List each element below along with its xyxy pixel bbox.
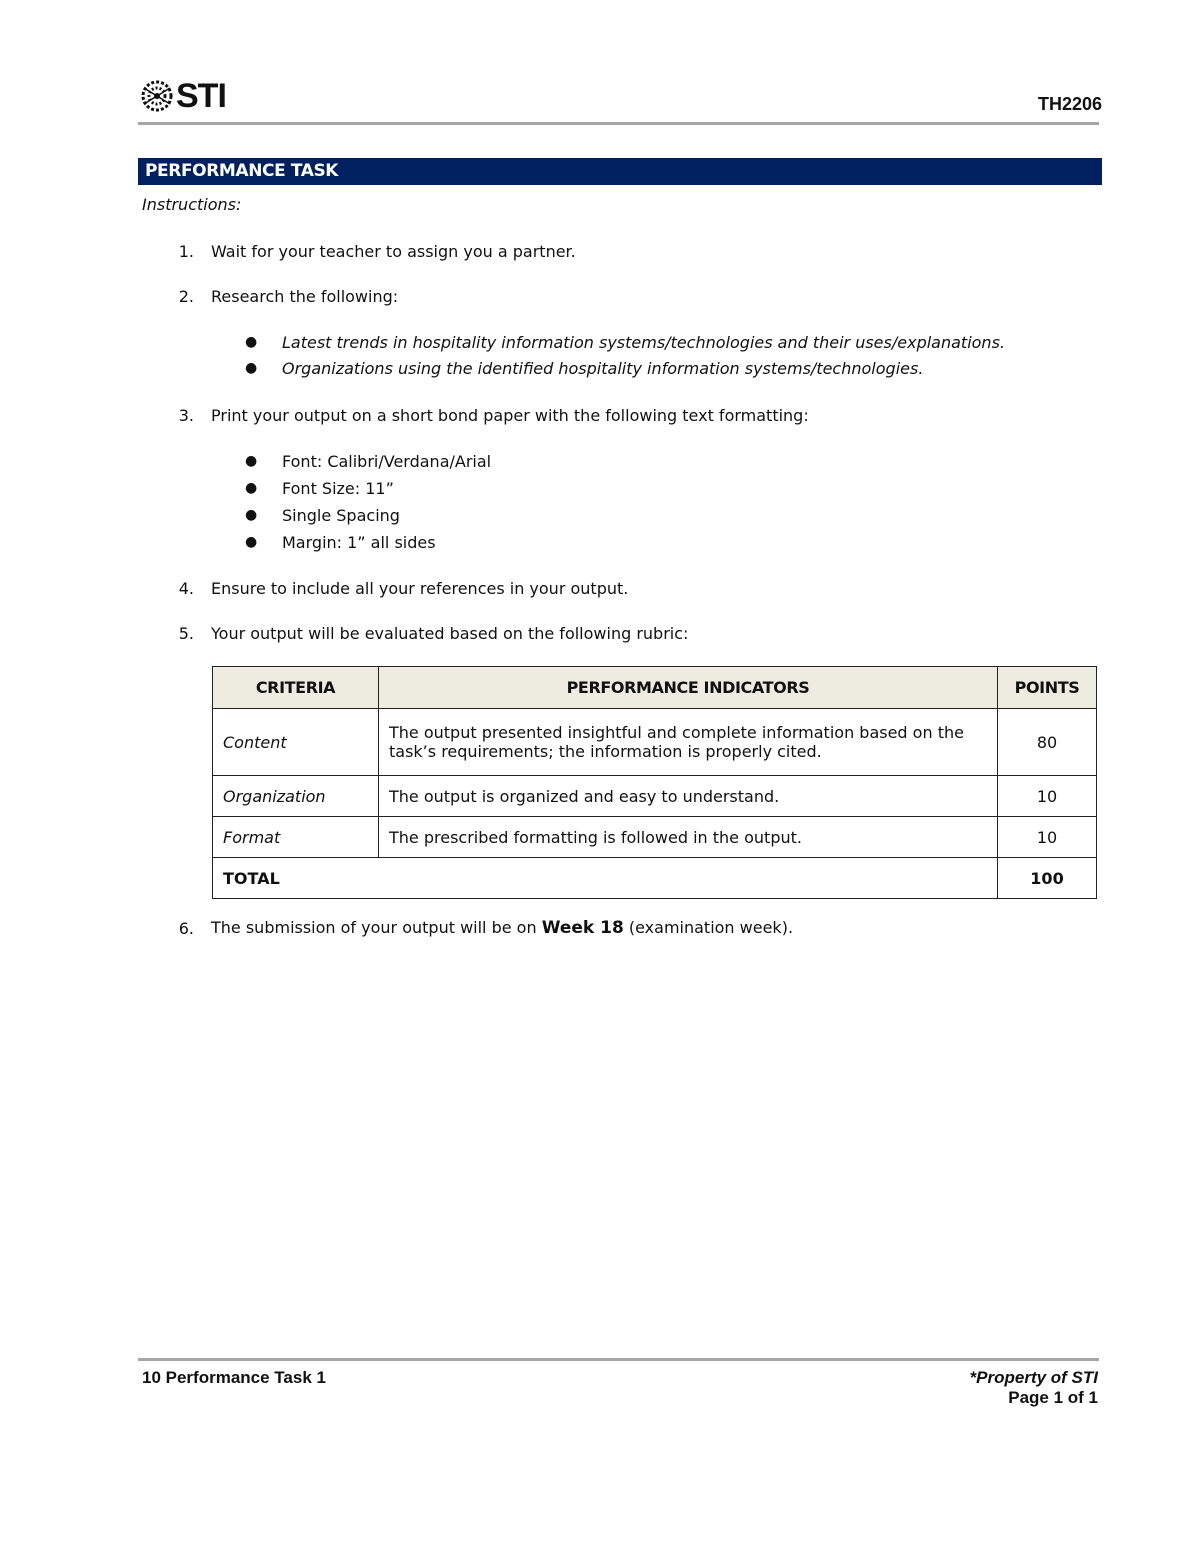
criteria-cell: Content bbox=[213, 709, 379, 776]
section-title: PERFORMANCE TASK bbox=[145, 161, 339, 181]
table-row bbox=[213, 817, 1097, 858]
header-performance-indicators: PERFORMANCE INDICATORS bbox=[379, 667, 998, 709]
table-row bbox=[213, 776, 1097, 817]
item-number: 2. bbox=[178, 287, 194, 306]
header-criteria: CRITERIA bbox=[213, 667, 379, 709]
bullet-icon: ● bbox=[245, 480, 258, 496]
item-number: 3. bbox=[178, 406, 194, 425]
item-text-bold: Week 18 bbox=[541, 918, 624, 938]
table-row bbox=[213, 709, 1097, 776]
total-points: 100 bbox=[998, 858, 1097, 899]
indicator-cell: The prescribed formatting is followed in the output. bbox=[379, 817, 998, 858]
item-text bbox=[211, 918, 793, 938]
instructions-label: Instructions: bbox=[142, 195, 242, 214]
bullet-text: Organizations using the identified hospitality information systems/technologies. bbox=[282, 359, 924, 378]
bullet-icon: ● bbox=[245, 334, 258, 350]
course-code: TH2206 bbox=[1037, 94, 1102, 114]
table-total-row bbox=[213, 858, 1097, 899]
footer-divider bbox=[138, 1358, 1099, 1361]
item-text: Print your output on a short bond paper with the following text formatting: bbox=[211, 406, 809, 425]
globe-icon bbox=[140, 79, 174, 113]
header-points: POINTS bbox=[998, 667, 1097, 709]
bullet-icon: ● bbox=[245, 507, 258, 523]
sti-logo bbox=[140, 76, 226, 116]
footer-document-title: 10 Performance Task 1 bbox=[142, 1368, 326, 1387]
total-label: TOTAL bbox=[213, 858, 998, 899]
footer-page-number: Page 1 of 1 bbox=[1008, 1388, 1098, 1407]
bullet-text: Font Size: 11” bbox=[282, 479, 394, 498]
item-text: Wait for your teacher to assign you a partner. bbox=[211, 242, 576, 261]
bullet-text: Latest trends in hospitality information systems/technologies and their uses/explanations. bbox=[282, 333, 1005, 352]
bullet-text: Single Spacing bbox=[282, 506, 400, 525]
header-divider bbox=[138, 122, 1099, 125]
bullet-icon: ● bbox=[245, 534, 258, 550]
points-cell: 10 bbox=[998, 776, 1097, 817]
criteria-cell: Organization bbox=[213, 776, 379, 817]
footer-property: *Property of STI bbox=[969, 1368, 1098, 1387]
item-number: 1. bbox=[178, 242, 194, 261]
table-header-row bbox=[213, 667, 1097, 709]
item-text-before: The submission of your output will be on bbox=[211, 918, 542, 937]
indicator-cell: The output presented insightful and complete information based on the task’s requirements; the information is properly cited. bbox=[379, 709, 998, 776]
bullet-text: Margin: 1” all sides bbox=[282, 533, 436, 552]
rubric-table bbox=[212, 666, 1097, 899]
bullet-text: Font: Calibri/Verdana/Arial bbox=[282, 452, 492, 471]
item-number: 5. bbox=[178, 624, 194, 643]
bullet-icon: ● bbox=[245, 453, 258, 469]
item-number: 4. bbox=[178, 579, 194, 598]
criteria-cell: Format bbox=[213, 817, 379, 858]
logo-text: STI bbox=[176, 77, 226, 115]
points-cell: 10 bbox=[998, 817, 1097, 858]
bullet-icon: ● bbox=[245, 360, 258, 376]
item-number: 6. bbox=[178, 919, 194, 938]
item-text: Ensure to include all your references in your output. bbox=[211, 579, 629, 598]
item-text: Your output will be evaluated based on the following rubric: bbox=[211, 624, 689, 643]
points-cell: 80 bbox=[998, 709, 1097, 776]
item-text-after: (examination week). bbox=[623, 918, 794, 937]
item-text: Research the following: bbox=[211, 287, 399, 306]
indicator-cell: The output is organized and easy to understand. bbox=[379, 776, 998, 817]
